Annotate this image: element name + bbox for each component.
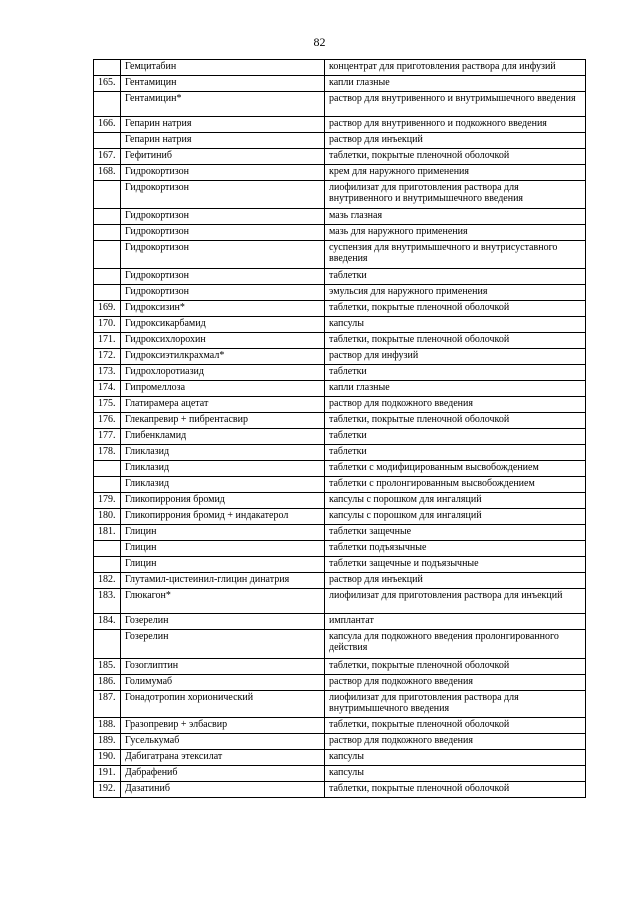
- table-row: [94, 750, 586, 766]
- row-number-cell: 167.: [94, 149, 121, 165]
- table-row: [94, 60, 586, 76]
- row-number-cell: 186.: [94, 675, 121, 691]
- table-row: [94, 589, 586, 614]
- table-row: [94, 493, 586, 509]
- drug-name-cell: Гидрокортизон: [121, 269, 325, 285]
- table-row: [94, 381, 586, 397]
- table-row: [94, 117, 586, 133]
- drug-name-cell: Гефитиниб: [121, 149, 325, 165]
- dosage-form-cell: имплантат: [325, 614, 586, 630]
- dosage-form-cell: капсулы с порошком для ингаляций: [325, 493, 586, 509]
- drug-name-cell: Гликлазид: [121, 477, 325, 493]
- drug-name-cell: Глюкагон*: [121, 589, 325, 614]
- table-row: [94, 541, 586, 557]
- dosage-form-cell: таблетки, покрытые пленочной оболочкой: [325, 149, 586, 165]
- drug-name-cell: Гепарин натрия: [121, 133, 325, 149]
- table-row: [94, 149, 586, 165]
- drug-name-cell: Гидроксихлорохин: [121, 333, 325, 349]
- dosage-form-cell: раствор для внутривенного и внутримышечного введения: [325, 92, 586, 117]
- dosage-form-cell: капсулы: [325, 317, 586, 333]
- table-row: [94, 333, 586, 349]
- dosage-form-cell: раствор для инъекций: [325, 573, 586, 589]
- drug-name-cell: Гуселькумаб: [121, 734, 325, 750]
- row-number-cell: 171.: [94, 333, 121, 349]
- drug-name-cell: Гидрокортизон: [121, 241, 325, 269]
- drug-name-cell: Гликлазид: [121, 445, 325, 461]
- dosage-form-cell: таблетки защечные: [325, 525, 586, 541]
- dosage-form-cell: раствор для внутривенного и подкожного введения: [325, 117, 586, 133]
- table-row: [94, 397, 586, 413]
- row-number-cell: 189.: [94, 734, 121, 750]
- drug-name-cell: Дабрафениб: [121, 766, 325, 782]
- drug-name-cell: Гидрокортизон: [121, 165, 325, 181]
- drug-name-cell: Гидрохлоротиазид: [121, 365, 325, 381]
- table-row: [94, 209, 586, 225]
- table-row: [94, 461, 586, 477]
- row-number-cell: 179.: [94, 493, 121, 509]
- dosage-form-cell: таблетки с модифицированным высвобождением: [325, 461, 586, 477]
- dosage-form-cell: суспензия для внутримышечного и внутрисуставного введения: [325, 241, 586, 269]
- table-row: [94, 557, 586, 573]
- dosage-form-cell: таблетки: [325, 269, 586, 285]
- table-row: [94, 301, 586, 317]
- drug-name-cell: Глекапревир + пибрентасвир: [121, 413, 325, 429]
- table-row: [94, 92, 586, 117]
- row-number-cell: 190.: [94, 750, 121, 766]
- row-number-cell: [94, 461, 121, 477]
- drug-name-cell: Глицин: [121, 525, 325, 541]
- row-number-cell: [94, 181, 121, 209]
- table-row: [94, 766, 586, 782]
- dosage-form-cell: концентрат для приготовления раствора для инфузий: [325, 60, 586, 76]
- dosage-form-cell: таблетки с пролонгированным высвобождением: [325, 477, 586, 493]
- row-number-cell: [94, 477, 121, 493]
- table-row: [94, 782, 586, 798]
- dosage-form-cell: таблетки защечные и подъязычные: [325, 557, 586, 573]
- dosage-form-cell: раствор для инфузий: [325, 349, 586, 365]
- dosage-form-cell: капли глазные: [325, 76, 586, 92]
- table-row: [94, 181, 586, 209]
- drug-name-cell: Гозерелин: [121, 614, 325, 630]
- dosage-form-cell: раствор для подкожного введения: [325, 734, 586, 750]
- row-number-cell: 184.: [94, 614, 121, 630]
- drug-name-cell: Дабигатрана этексилат: [121, 750, 325, 766]
- drug-name-cell: Гидроксикарбамид: [121, 317, 325, 333]
- table-row: [94, 718, 586, 734]
- dosage-form-cell: капсулы: [325, 766, 586, 782]
- drug-name-cell: Гонадотропин хорионический: [121, 691, 325, 718]
- row-number-cell: [94, 209, 121, 225]
- row-number-cell: [94, 241, 121, 269]
- drug-name-cell: Глатирамера ацетат: [121, 397, 325, 413]
- dosage-form-cell: капсулы с порошком для ингаляций: [325, 509, 586, 525]
- table-row: [94, 429, 586, 445]
- drug-table-body: [94, 60, 586, 798]
- table-row: [94, 614, 586, 630]
- row-number-cell: 185.: [94, 659, 121, 675]
- dosage-form-cell: таблетки: [325, 429, 586, 445]
- table-row: [94, 365, 586, 381]
- row-number-cell: 176.: [94, 413, 121, 429]
- drug-name-cell: Гепарин натрия: [121, 117, 325, 133]
- dosage-form-cell: капсула для подкожного введения пролонгированного действия: [325, 630, 586, 659]
- dosage-form-cell: таблетки, покрытые пленочной оболочкой: [325, 659, 586, 675]
- row-number-cell: 165.: [94, 76, 121, 92]
- table-row: [94, 225, 586, 241]
- dosage-form-cell: таблетки, покрытые пленочной оболочкой: [325, 413, 586, 429]
- drug-name-cell: Гидрокортизон: [121, 225, 325, 241]
- dosage-form-cell: раствор для подкожного введения: [325, 675, 586, 691]
- table-row: [94, 241, 586, 269]
- row-number-cell: 175.: [94, 397, 121, 413]
- row-number-cell: [94, 285, 121, 301]
- dosage-form-cell: лиофилизат для приготовления раствора для внутримышечного введения: [325, 691, 586, 718]
- row-number-cell: 191.: [94, 766, 121, 782]
- drug-name-cell: Гразопревир + элбасвир: [121, 718, 325, 734]
- drug-name-cell: Глицин: [121, 557, 325, 573]
- table-row: [94, 477, 586, 493]
- row-number-cell: [94, 557, 121, 573]
- drug-name-cell: Дазатиниб: [121, 782, 325, 798]
- table-row: [94, 630, 586, 659]
- drug-name-cell: Гидроксизин*: [121, 301, 325, 317]
- dosage-form-cell: мазь для наружного применения: [325, 225, 586, 241]
- row-number-cell: 188.: [94, 718, 121, 734]
- drug-name-cell: Гликлазид: [121, 461, 325, 477]
- drug-name-cell: Гипромеллоза: [121, 381, 325, 397]
- row-number-cell: [94, 133, 121, 149]
- dosage-form-cell: крем для наружного применения: [325, 165, 586, 181]
- table-row: [94, 76, 586, 92]
- dosage-form-cell: таблетки, покрытые пленочной оболочкой: [325, 718, 586, 734]
- row-number-cell: 182.: [94, 573, 121, 589]
- table-row: [94, 691, 586, 718]
- dosage-form-cell: таблетки: [325, 365, 586, 381]
- row-number-cell: 169.: [94, 301, 121, 317]
- table-row: [94, 445, 586, 461]
- dosage-form-cell: мазь глазная: [325, 209, 586, 225]
- table-row: [94, 573, 586, 589]
- table-row: [94, 675, 586, 691]
- table-row: [94, 285, 586, 301]
- dosage-form-cell: лиофилизат для приготовления раствора для внутривенного и внутримышечного введения: [325, 181, 586, 209]
- row-number-cell: 170.: [94, 317, 121, 333]
- drug-name-cell: Голимумаб: [121, 675, 325, 691]
- row-number-cell: 168.: [94, 165, 121, 181]
- table-row: [94, 734, 586, 750]
- row-number-cell: 187.: [94, 691, 121, 718]
- drug-name-cell: Гидрокортизон: [121, 181, 325, 209]
- drug-name-cell: Гентамицин: [121, 76, 325, 92]
- dosage-form-cell: таблетки, покрытые пленочной оболочкой: [325, 301, 586, 317]
- drug-name-cell: Глицин: [121, 541, 325, 557]
- dosage-form-cell: таблетки, покрытые пленочной оболочкой: [325, 333, 586, 349]
- table-row: [94, 659, 586, 675]
- row-number-cell: 192.: [94, 782, 121, 798]
- dosage-form-cell: лиофилизат для приготовления раствора для инъекций: [325, 589, 586, 614]
- dosage-form-cell: раствор для подкожного введения: [325, 397, 586, 413]
- drug-table: [93, 59, 586, 798]
- row-number-cell: 178.: [94, 445, 121, 461]
- row-number-cell: [94, 92, 121, 117]
- row-number-cell: 173.: [94, 365, 121, 381]
- table-row: [94, 317, 586, 333]
- row-number-cell: [94, 541, 121, 557]
- drug-name-cell: Гемцитабин: [121, 60, 325, 76]
- dosage-form-cell: эмульсия для наружного применения: [325, 285, 586, 301]
- drug-name-cell: Гентамицин*: [121, 92, 325, 117]
- drug-name-cell: Гозоглиптин: [121, 659, 325, 675]
- page-number: 82: [313, 35, 326, 49]
- row-number-cell: 166.: [94, 117, 121, 133]
- drug-name-cell: Гидрокортизон: [121, 209, 325, 225]
- row-number-cell: [94, 225, 121, 241]
- drug-name-cell: Глибенкламид: [121, 429, 325, 445]
- row-number-cell: 172.: [94, 349, 121, 365]
- table-row: [94, 525, 586, 541]
- table-row: [94, 413, 586, 429]
- drug-name-cell: Глутамил-цистеинил-глицин динатрия: [121, 573, 325, 589]
- table-row: [94, 349, 586, 365]
- drug-name-cell: Гликопиррония бромид + индакатерол: [121, 509, 325, 525]
- dosage-form-cell: капли глазные: [325, 381, 586, 397]
- row-number-cell: 181.: [94, 525, 121, 541]
- row-number-cell: 174.: [94, 381, 121, 397]
- dosage-form-cell: таблетки: [325, 445, 586, 461]
- dosage-form-cell: капсулы: [325, 750, 586, 766]
- dosage-form-cell: таблетки, покрытые пленочной оболочкой: [325, 782, 586, 798]
- drug-name-cell: Гидрокортизон: [121, 285, 325, 301]
- table-row: [94, 133, 586, 149]
- row-number-cell: [94, 630, 121, 659]
- row-number-cell: 177.: [94, 429, 121, 445]
- dosage-form-cell: раствор для инъекций: [325, 133, 586, 149]
- row-number-cell: 180.: [94, 509, 121, 525]
- row-number-cell: [94, 60, 121, 76]
- table-row: [94, 165, 586, 181]
- drug-name-cell: Гликопиррония бромид: [121, 493, 325, 509]
- drug-name-cell: Гозерелин: [121, 630, 325, 659]
- drug-name-cell: Гидроксиэтилкрахмал*: [121, 349, 325, 365]
- dosage-form-cell: таблетки подъязычные: [325, 541, 586, 557]
- row-number-cell: [94, 269, 121, 285]
- table-row: [94, 509, 586, 525]
- table-row: [94, 269, 586, 285]
- row-number-cell: 183.: [94, 589, 121, 614]
